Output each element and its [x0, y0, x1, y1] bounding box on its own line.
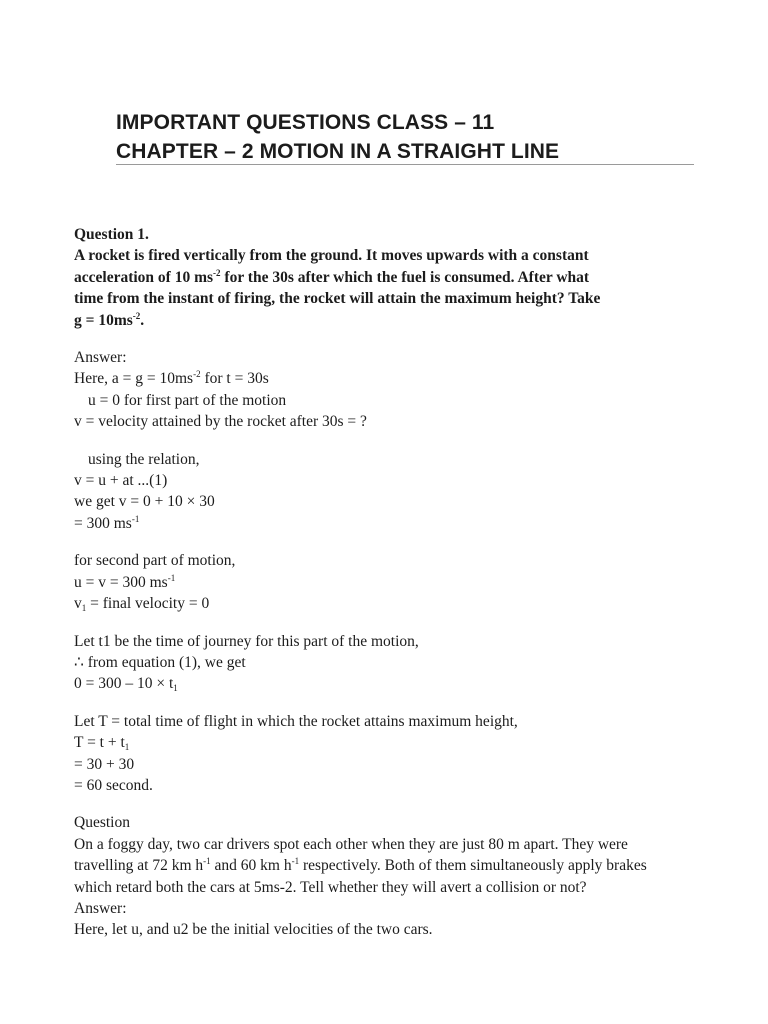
answer-1	[74, 347, 704, 796]
document-header	[116, 108, 694, 166]
answer-line: $T = t + t_1$	[74, 734, 130, 753]
answer-line: Here, let u, and u2 be the initial velocities of the two cars.	[74, 921, 433, 939]
question-1-line: acceleration of 10 $ms^{-2}$ for the 30s after which the fuel is consumed. After what	[74, 267, 590, 286]
question-1-heading: Question 1.	[74, 226, 149, 243]
answer-line: u = v = 300 $ms^{-1}$	[74, 572, 176, 591]
question-1-line: $g = 10ms^{-2}$.	[74, 310, 145, 329]
answer-line: Here, $a = g = 10ms^{-2}$ for t = 30s	[74, 369, 269, 388]
document-body	[74, 224, 704, 941]
question-1-line: A rocket is fired vertically from the ground. It moves upwards with a constant	[74, 247, 589, 265]
answer-line: $0 = 300 - 10 \times t_1$	[74, 675, 178, 694]
answer-line: Let T = total time of flight in which the rocket attains maximum height,	[74, 712, 518, 730]
question-2-line: which retard both the cars at 5ms-2. Tell whether they will avert a collision or not?	[74, 878, 587, 896]
answer-line: u = 0 for first part of the motion	[88, 391, 287, 409]
header-divider	[116, 164, 694, 165]
answer-line: Let t1 be the time of journey for this part of the motion,	[74, 632, 419, 650]
answer-line: = 300 $ms^{-1}$	[74, 513, 140, 532]
answer-line: = 30 + 30	[74, 755, 135, 773]
answer-line: $v_1$ = final velocity = 0	[74, 595, 210, 614]
question-2	[74, 812, 704, 940]
question-2-heading: Question	[74, 814, 130, 832]
answer-line: v = velocity attained by the rocket after 30s = ?	[74, 413, 367, 431]
answer-line: we get v = 0 + 10 × 30	[74, 493, 215, 511]
answer-line: for second part of motion,	[74, 552, 236, 570]
question-1-text	[74, 245, 704, 331]
answer-line: v = u + at ...(1)	[74, 472, 168, 490]
answer-line: using the relation,	[88, 450, 200, 468]
answer-label: Answer:	[74, 349, 127, 367]
question-2-line: On a foggy day, two car drivers spot each other when they are just 80 m apart. They were	[74, 835, 628, 853]
answer-line: ∴ from equation (1), we get	[74, 653, 246, 671]
header-title: IMPORTANT QUESTIONS CLASS – 11	[116, 111, 495, 134]
answer-line: = 60 second.	[74, 776, 153, 794]
question-1-line: time from the instant of firing, the rocket will attain the maximum height? Take	[74, 290, 601, 308]
answer-label: Answer:	[74, 899, 127, 917]
header-chapter: CHAPTER – 2 MOTION IN A STRAIGHT LINE	[116, 140, 560, 163]
question-1	[74, 224, 704, 331]
question-2-line: travelling at 72 km $h^{-1}$ and 60 km $h^{-1}$ respectively. Both of them simultaneously apply brakes	[74, 856, 647, 875]
